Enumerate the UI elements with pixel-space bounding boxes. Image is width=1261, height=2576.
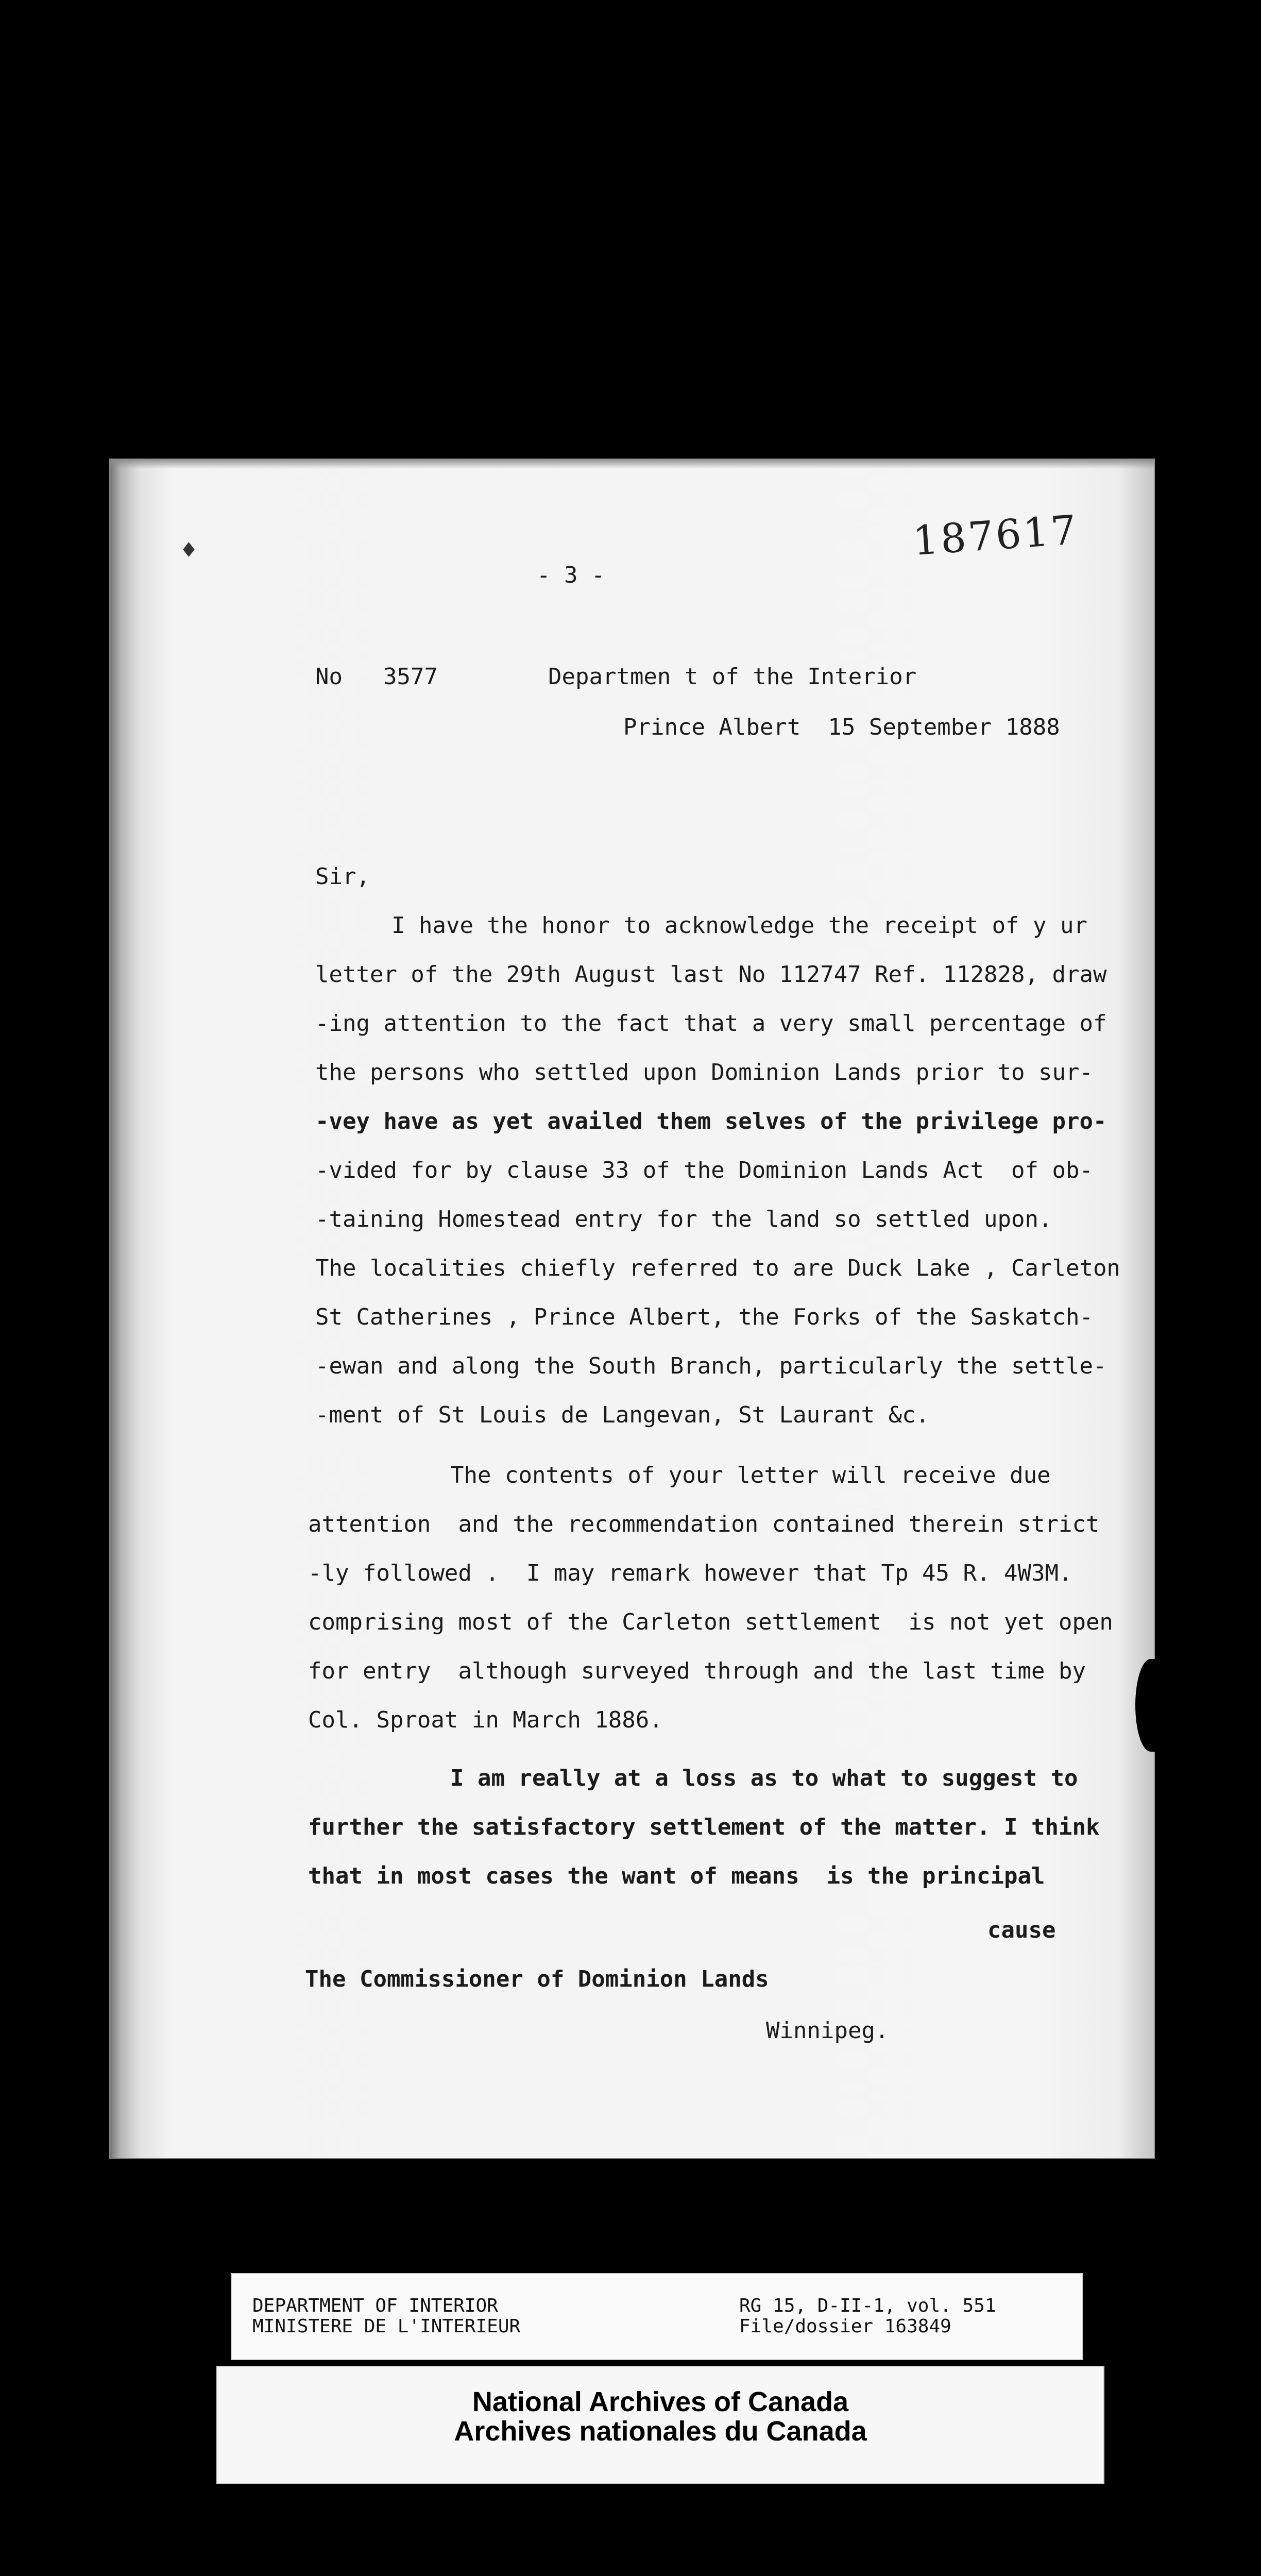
body-line: attention and the recommendation contained therein strict [308, 1511, 1100, 1537]
body-line: The contents of your letter will receive due [450, 1462, 1051, 1488]
letter-no-value: 3577 [383, 664, 438, 690]
body-line: comprising most of the Carleton settlement is not yet open [308, 1609, 1113, 1635]
catchword: cause [987, 1917, 1056, 1943]
stamp-number: 187617 [911, 506, 1080, 565]
body-line: -ewan and along the South Branch, particularly the settle- [315, 1353, 1107, 1379]
department-en: DEPARTMENT OF INTERIOR [252, 2295, 498, 2316]
department-fr: MINISTERE DE L'INTERIEUR [252, 2316, 521, 2337]
body-line: that in most cases the want of means is the principal [308, 1863, 1045, 1889]
body-line: St Catherines , Prince Albert, the Forks of the Saskatch- [315, 1304, 1093, 1330]
page-edge-shadow [109, 459, 1155, 469]
body-line: I am really at a loss as to what to suggest to [450, 1765, 1078, 1791]
archives-name-fr: Archives nationales du Canada [454, 2415, 867, 2447]
body-line: I have the honor to acknowledge the receipt of y ur [391, 912, 1088, 939]
addressee: The Commissioner of Dominion Lands [305, 1966, 769, 1992]
archives-name-en: National Archives of Canada [472, 2386, 849, 2417]
archive-reference-label [231, 2273, 1083, 2360]
body-line: letter of the 29th August last No 112747 Ref. 112828, draw [315, 961, 1107, 988]
place-date: Prince Albert 15 September 1888 [623, 714, 1060, 740]
body-line: -ing attention to the fact that a very small percentage of [315, 1010, 1107, 1037]
body-line: -taining Homestead entry for the land so settled upon. [315, 1206, 1052, 1232]
file-reference: File/dossier 163849 [739, 2316, 951, 2337]
body-line: -ly followed . I may remark however that Tp 45 R. 4W3M. [308, 1560, 1072, 1586]
body-line: the persons who settled upon Dominion Lands prior to sur- [315, 1059, 1093, 1086]
department-heading: Departmen t of the Interior [548, 664, 917, 690]
body-line: Col. Sproat in March 1886. [308, 1707, 663, 1733]
body-line: further the satisfactory settlement of the matter. I think [308, 1814, 1100, 1840]
body-line: -vey have as yet availed them selves of the privilege pro- [315, 1108, 1107, 1134]
body-line: -ment of St Louis de Langevan, St Laurant &c. [315, 1402, 930, 1428]
page-marker: - 3 - [537, 562, 605, 588]
record-group-reference: RG 15, D-II-1, vol. 551 [739, 2295, 996, 2316]
body-line: -vided for by clause 33 of the Dominion Lands Act of ob- [315, 1157, 1093, 1183]
salutation: Sir, [315, 863, 370, 890]
letter-page [109, 459, 1155, 2159]
city: Winnipeg. [766, 2018, 889, 2044]
page-tear [1135, 1659, 1166, 1752]
body-line: for entry although surveyed through and the last time by [308, 1658, 1086, 1684]
punch-mark: ♦ [181, 536, 196, 565]
letter-no-label: No [315, 664, 343, 690]
archives-banner [216, 2366, 1104, 2484]
body-line: The localities chiefly referred to are Duck Lake , Carleton [315, 1255, 1120, 1281]
